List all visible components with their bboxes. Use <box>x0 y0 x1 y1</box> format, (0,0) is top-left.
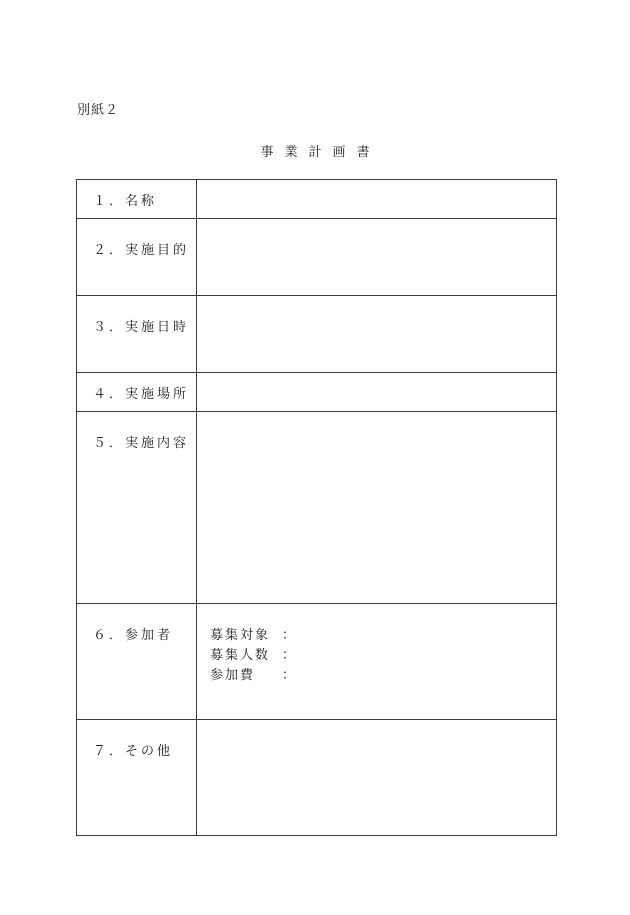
purpose-field[interactable] <box>197 219 557 296</box>
name-field[interactable] <box>197 180 557 219</box>
other-field[interactable] <box>197 720 557 836</box>
separator: ： <box>282 648 298 663</box>
recruit-count-label: 募集人数 <box>210 648 271 663</box>
row-label-cell <box>77 296 197 373</box>
row-label-cell <box>77 219 197 296</box>
table-row-other <box>77 720 557 836</box>
document-title: 事業計画書 <box>260 145 381 160</box>
participation-fee-label: 参加費 <box>210 668 256 683</box>
table-row-participants <box>77 604 557 720</box>
row-label: １．名称 <box>93 194 158 209</box>
separator: ： <box>282 668 298 683</box>
table-row-details <box>77 412 557 604</box>
row-label: ６．参加者 <box>93 628 174 643</box>
business-plan-table <box>76 179 557 836</box>
row-label: ４．実施場所 <box>93 387 190 402</box>
separator: ： <box>282 628 298 643</box>
attachment-label: 別紙２ <box>77 103 120 118</box>
row-label: ５．実施内容 <box>93 436 190 451</box>
row-label: ２．実施目的 <box>93 243 190 258</box>
row-label-cell <box>77 720 197 836</box>
participants-cell <box>197 604 557 720</box>
row-label: ３．実施日時 <box>93 320 190 335</box>
table-row-location <box>77 373 557 412</box>
row-label-cell <box>77 180 197 219</box>
details-field[interactable] <box>197 412 557 604</box>
recruit-target-label: 募集対象 <box>210 628 271 643</box>
participants-list <box>210 626 556 686</box>
recruit-count-item <box>210 646 556 666</box>
table-row-datetime <box>77 296 557 373</box>
participation-fee-item <box>210 666 556 686</box>
table-row-name <box>77 180 557 219</box>
location-field[interactable] <box>197 373 557 412</box>
row-label-cell <box>77 604 197 720</box>
row-label-cell <box>77 412 197 604</box>
recruit-target-item <box>210 626 556 646</box>
row-label-cell <box>77 373 197 412</box>
datetime-field[interactable] <box>197 296 557 373</box>
table-row-purpose <box>77 219 557 296</box>
row-label: ７．その他 <box>93 744 174 759</box>
